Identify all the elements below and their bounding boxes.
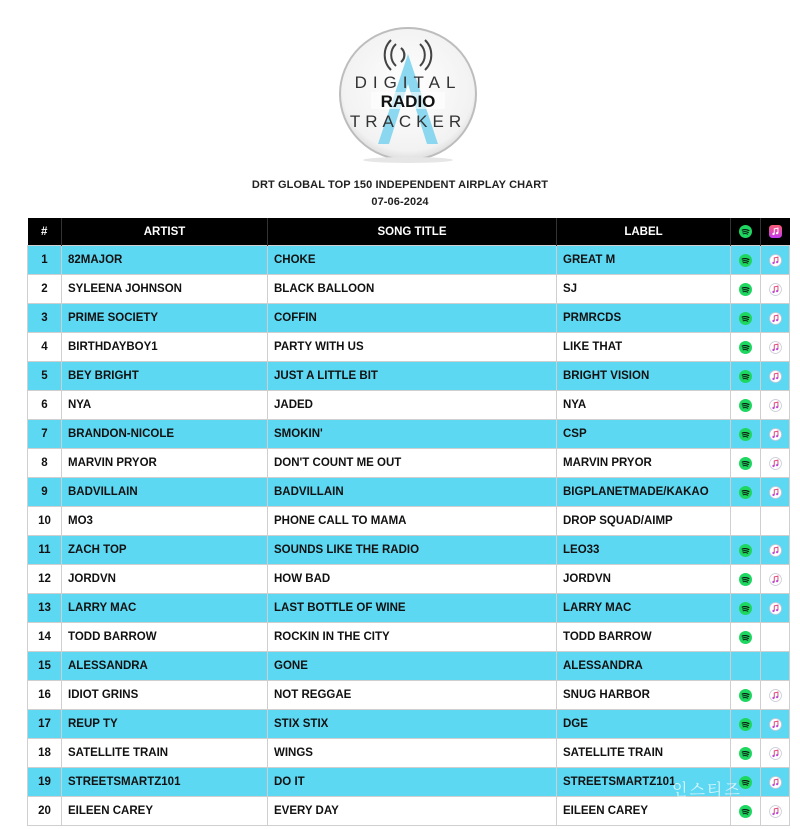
apple-music-icon[interactable] <box>769 457 782 470</box>
apple-music-link-cell <box>761 565 790 594</box>
artist-cell: EILEEN CAREY <box>62 797 268 826</box>
spotify-icon[interactable] <box>739 486 752 499</box>
table-row <box>28 681 790 710</box>
label-cell: STREETSMARTZ101 <box>557 768 731 797</box>
label-cell: EILEEN CAREY <box>557 797 731 826</box>
spotify-link-cell <box>731 246 761 275</box>
label-column-header: LABEL <box>557 218 731 246</box>
label-cell: GREAT M <box>557 246 731 275</box>
apple-music-icon[interactable] <box>769 399 782 412</box>
svg-text:TRACKER: TRACKER <box>349 112 467 131</box>
song-title-cell: EVERY DAY <box>268 797 557 826</box>
label-cell: DROP SQUAD/AIMP <box>557 507 731 536</box>
label-cell: TODD BARROW <box>557 623 731 652</box>
artist-column-header: ARTIST <box>62 218 268 246</box>
spotify-icon[interactable] <box>739 312 752 325</box>
rank-cell: 10 <box>28 507 62 536</box>
spotify-icon[interactable] <box>739 399 752 412</box>
artist-cell: REUP TY <box>62 710 268 739</box>
rank-cell: 4 <box>28 333 62 362</box>
apple-music-link-cell <box>761 420 790 449</box>
rank-cell: 16 <box>28 681 62 710</box>
spotify-link-cell <box>731 565 761 594</box>
label-cell: DGE <box>557 710 731 739</box>
spotify-link-cell <box>731 594 761 623</box>
table-row <box>28 333 790 362</box>
artist-cell: TODD BARROW <box>62 623 268 652</box>
song-title-column-header: SONG TITLE <box>268 218 557 246</box>
label-cell: BRIGHT VISION <box>557 362 731 391</box>
apple-music-icon[interactable] <box>769 805 782 818</box>
spotify-icon[interactable] <box>739 370 752 383</box>
apple-music-icon[interactable] <box>769 776 782 789</box>
table-row <box>28 536 790 565</box>
song-title-cell: HOW BAD <box>268 565 557 594</box>
spotify-link-cell <box>731 681 761 710</box>
table-row <box>28 623 790 652</box>
rank-cell: 13 <box>28 594 62 623</box>
apple-music-icon[interactable] <box>769 254 782 267</box>
rank-cell: 7 <box>28 420 62 449</box>
apple-music-link-cell <box>761 507 790 536</box>
artist-cell: JORDVN <box>62 565 268 594</box>
svg-text:RADIO: RADIO <box>380 92 436 111</box>
artist-cell: SATELLITE TRAIN <box>62 739 268 768</box>
song-title-cell: DO IT <box>268 768 557 797</box>
label-cell: BIGPLANETMADE/KAKAO <box>557 478 731 507</box>
table-row <box>28 362 790 391</box>
rank-cell: 17 <box>28 710 62 739</box>
spotify-link-cell <box>731 275 761 304</box>
artist-cell: 82MAJOR <box>62 246 268 275</box>
apple-music-link-cell <box>761 739 790 768</box>
spotify-link-cell <box>731 623 761 652</box>
label-cell: LARRY MAC <box>557 594 731 623</box>
song-title-cell: JADED <box>268 391 557 420</box>
label-cell: JORDVN <box>557 565 731 594</box>
song-title-cell: SMOKIN' <box>268 420 557 449</box>
label-cell: NYA <box>557 391 731 420</box>
spotify-link-cell <box>731 797 761 826</box>
spotify-icon[interactable] <box>739 457 752 470</box>
table-row <box>28 420 790 449</box>
label-cell: CSP <box>557 420 731 449</box>
table-row <box>28 478 790 507</box>
rank-cell: 11 <box>28 536 62 565</box>
apple-music-link-cell <box>761 478 790 507</box>
spotify-link-cell <box>731 652 761 681</box>
apple-music-icon[interactable] <box>769 573 782 586</box>
watermark: 인스티즈 <box>672 782 742 799</box>
spotify-icon[interactable] <box>739 428 752 441</box>
song-title-cell: COFFIN <box>268 304 557 333</box>
artist-cell: MO3 <box>62 507 268 536</box>
label-cell: SNUG HARBOR <box>557 681 731 710</box>
apple-music-icon[interactable] <box>769 602 782 615</box>
rank-cell: 6 <box>28 391 62 420</box>
table-row <box>28 275 790 304</box>
apple-music-icon[interactable] <box>769 747 782 760</box>
rank-cell: 20 <box>28 797 62 826</box>
spotify-icon[interactable] <box>739 718 752 731</box>
table-header-row <box>28 218 790 246</box>
spotify-icon[interactable] <box>739 747 752 760</box>
table-row <box>28 565 790 594</box>
artist-cell: LARRY MAC <box>62 594 268 623</box>
apple-music-icon[interactable] <box>769 283 782 296</box>
spotify-link-cell <box>731 536 761 565</box>
table-row <box>28 246 790 275</box>
apple-music-link-cell <box>761 246 790 275</box>
svg-text:DIGITAL: DIGITAL <box>354 73 462 92</box>
spotify-link-cell <box>731 391 761 420</box>
spotify-link-cell <box>731 478 761 507</box>
rank-cell: 3 <box>28 304 62 333</box>
table-row <box>28 594 790 623</box>
apple-music-link-cell <box>761 768 790 797</box>
apple-music-link-cell <box>761 275 790 304</box>
apple-music-column-header <box>761 218 790 246</box>
artist-cell: STREETSMARTZ101 <box>62 768 268 797</box>
table-row <box>28 797 790 826</box>
song-title-cell: ROCKIN IN THE CITY <box>268 623 557 652</box>
spotify-link-cell <box>731 362 761 391</box>
song-title-cell: NOT REGGAE <box>268 681 557 710</box>
artist-cell: BADVILLAIN <box>62 478 268 507</box>
song-title-cell: BADVILLAIN <box>268 478 557 507</box>
digital-radio-tracker-logo <box>333 26 483 166</box>
airplay-chart-table <box>27 218 790 826</box>
rank-cell: 18 <box>28 739 62 768</box>
song-title-cell: DON'T COUNT ME OUT <box>268 449 557 478</box>
spotify-icon[interactable] <box>739 254 752 267</box>
rank-cell: 2 <box>28 275 62 304</box>
table-row <box>28 710 790 739</box>
chart-title: DRT GLOBAL TOP 150 INDEPENDENT AIRPLAY CHART <box>251 179 549 191</box>
apple-music-icon[interactable] <box>769 718 782 731</box>
apple-music-link-cell <box>761 449 790 478</box>
rank-cell: 15 <box>28 652 62 681</box>
song-title-cell: BLACK BALLOON <box>268 275 557 304</box>
spotify-link-cell <box>731 333 761 362</box>
artist-cell: BIRTHDAYBOY1 <box>62 333 268 362</box>
rank-column-header: # <box>28 218 62 246</box>
apple-music-icon[interactable] <box>769 486 782 499</box>
artist-cell: IDIOT GRINS <box>62 681 268 710</box>
label-cell: MARVIN PRYOR <box>557 449 731 478</box>
rank-cell: 12 <box>28 565 62 594</box>
song-title-cell: PARTY WITH US <box>268 333 557 362</box>
spotify-icon[interactable] <box>739 805 752 818</box>
rank-cell: 14 <box>28 623 62 652</box>
song-title-cell: LAST BOTTLE OF WINE <box>268 594 557 623</box>
apple-music-icon[interactable] <box>769 544 782 557</box>
apple-music-icon[interactable] <box>769 428 782 441</box>
table-row <box>28 507 790 536</box>
song-title-cell: JUST A LITTLE BIT <box>268 362 557 391</box>
song-title-cell: GONE <box>268 652 557 681</box>
apple-music-icon[interactable] <box>769 341 782 354</box>
rank-cell: 19 <box>28 768 62 797</box>
apple-music-link-cell <box>761 333 790 362</box>
spotify-link-cell <box>731 507 761 536</box>
apple-music-icon[interactable] <box>769 689 782 702</box>
artist-cell: PRIME SOCIETY <box>62 304 268 333</box>
rank-cell: 5 <box>28 362 62 391</box>
artist-cell: BEY BRIGHT <box>62 362 268 391</box>
artist-cell: NYA <box>62 391 268 420</box>
apple-music-link-cell <box>761 681 790 710</box>
spotify-column-header <box>731 218 761 246</box>
spotify-link-cell <box>731 739 761 768</box>
label-cell: SJ <box>557 275 731 304</box>
apple-music-link-cell <box>761 797 790 826</box>
song-title-cell: PHONE CALL TO MAMA <box>268 507 557 536</box>
artist-cell: SYLEENA JOHNSON <box>62 275 268 304</box>
table-row <box>28 739 790 768</box>
artist-cell: ALESSANDRA <box>62 652 268 681</box>
label-cell: SATELLITE TRAIN <box>557 739 731 768</box>
apple-music-link-cell <box>761 623 790 652</box>
apple-music-icon <box>769 225 782 238</box>
spotify-link-cell <box>731 420 761 449</box>
apple-music-link-cell <box>761 710 790 739</box>
spotify-icon[interactable] <box>739 283 752 296</box>
spotify-icon[interactable] <box>739 341 752 354</box>
spotify-link-cell <box>731 710 761 739</box>
apple-music-icon[interactable] <box>769 312 782 325</box>
apple-music-link-cell <box>761 362 790 391</box>
spotify-link-cell <box>731 304 761 333</box>
rank-cell: 8 <box>28 449 62 478</box>
apple-music-link-cell <box>761 594 790 623</box>
spotify-icon[interactable] <box>739 631 752 644</box>
apple-music-link-cell <box>761 304 790 333</box>
apple-music-link-cell <box>761 391 790 420</box>
table-row <box>28 652 790 681</box>
spotify-link-cell <box>731 449 761 478</box>
artist-cell: ZACH TOP <box>62 536 268 565</box>
song-title-cell: CHOKE <box>268 246 557 275</box>
chart-date: 07-06-2024 <box>371 196 429 208</box>
song-title-cell: STIX STIX <box>268 710 557 739</box>
label-cell: LEO33 <box>557 536 731 565</box>
apple-music-link-cell <box>761 652 790 681</box>
rank-cell: 9 <box>28 478 62 507</box>
song-title-cell: SOUNDS LIKE THE RADIO <box>268 536 557 565</box>
table-row <box>28 449 790 478</box>
spotify-icon[interactable] <box>739 573 752 586</box>
label-cell: ALESSANDRA <box>557 652 731 681</box>
spotify-icon[interactable] <box>739 689 752 702</box>
rank-cell: 1 <box>28 246 62 275</box>
spotify-icon[interactable] <box>739 544 752 557</box>
label-cell: LIKE THAT <box>557 333 731 362</box>
apple-music-icon[interactable] <box>769 370 782 383</box>
artist-cell: MARVIN PRYOR <box>62 449 268 478</box>
spotify-icon <box>739 225 752 238</box>
song-title-cell: WINGS <box>268 739 557 768</box>
table-row <box>28 391 790 420</box>
spotify-icon[interactable] <box>739 602 752 615</box>
artist-cell: BRANDON-NICOLE <box>62 420 268 449</box>
table-row <box>28 304 790 333</box>
label-cell: PRMRCDS <box>557 304 731 333</box>
apple-music-link-cell <box>761 536 790 565</box>
